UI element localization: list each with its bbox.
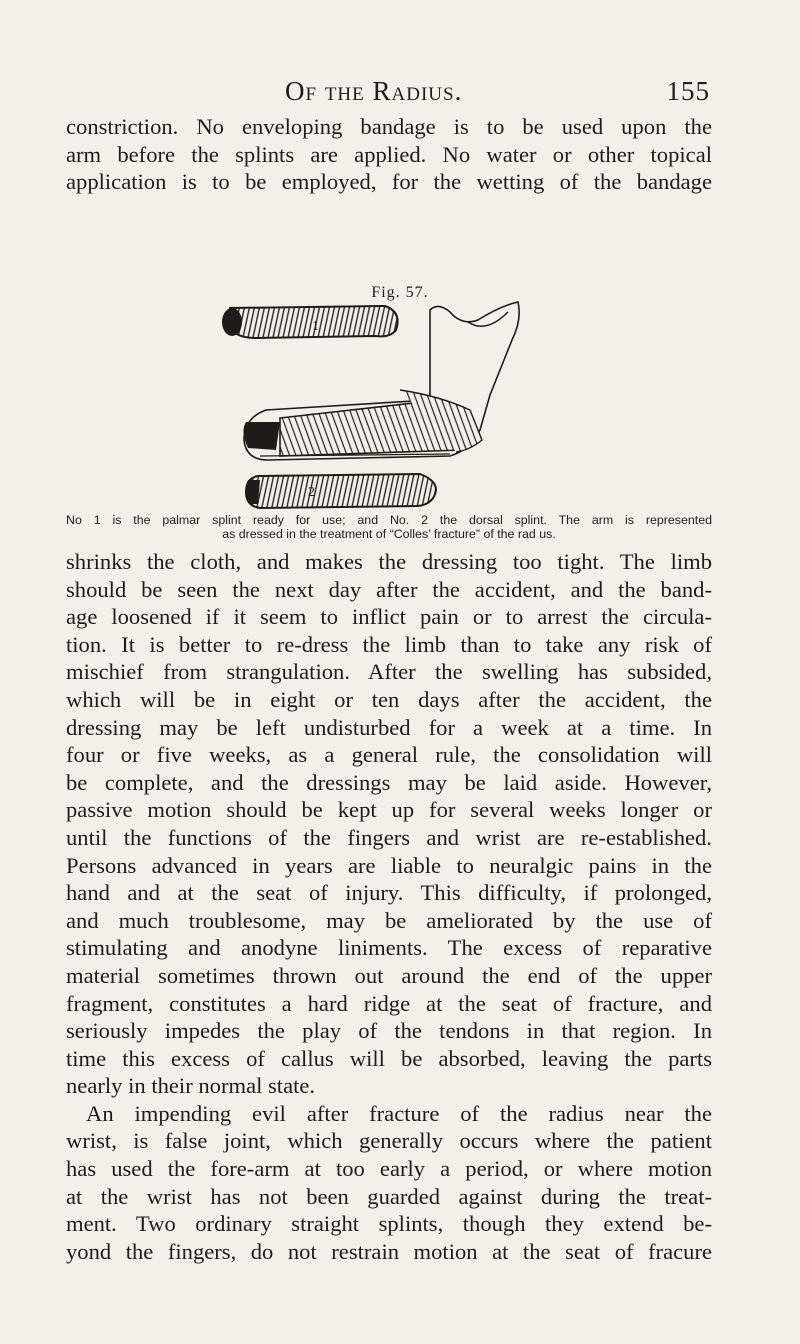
text-line: seriously impedes the play of the tendons in that region. In — [66, 1018, 712, 1044]
text-block-top — [66, 113, 712, 196]
text-line: age loosened if it seem to inflict pain or to arrest the circula- — [66, 604, 712, 630]
text-line: wrist, is false joint, which generally occurs where the patient — [66, 1128, 712, 1154]
chapter-title: Of the Radius. — [285, 76, 463, 106]
text-line: which will be in eight or ten days after the accident, the — [66, 686, 712, 712]
text-line: arm before the splints are applied. No water or other topical — [66, 141, 712, 167]
text-line: be complete, and the dressings may be laid aside. However, — [66, 769, 712, 795]
text-line: dressing may be left undisturbed for a week at a time. In — [66, 714, 712, 740]
caption-line: No 1 is the palmar splint ready for use; and No. 2 the dorsal splint. The arm is represented — [66, 513, 712, 527]
text-line: application is to be employed, for the wetting of the bandage — [66, 169, 712, 195]
text-line: hand and at the seat of injury. This difficulty, if prolonged, — [66, 880, 712, 906]
text-line: nearly in their normal state. — [66, 1073, 316, 1099]
text-line: passive motion should be kept up for several weeks longer or — [66, 797, 712, 823]
figure-label: Fig. 57. — [371, 284, 429, 301]
figure-caption — [66, 513, 712, 541]
text-line: stimulating and anodyne liniments. The excess of reparative — [66, 935, 712, 961]
splint-1-number: 1 — [312, 319, 319, 334]
text-line: fragment, constitutes a hard ridge at the seat of fracture, and — [66, 990, 712, 1016]
caption-line: as dressed in the treatment of “Colles’ fracture” of the rad us. — [222, 527, 556, 541]
splint-2-number: 2 — [308, 485, 315, 500]
text-line: Persons advanced in years are liable to neuralgic pains in the — [66, 852, 712, 878]
text-line: material sometimes thrown out around the end of the upper — [66, 962, 712, 988]
text-line: until the functions of the fingers and wrist are re-established. — [66, 824, 712, 850]
dorsal-splint — [245, 474, 436, 508]
text-line: ment. Two ordinary straight splints, though they extend be- — [66, 1211, 712, 1237]
text-line: should be seen the next day after the accident, and the band- — [66, 576, 712, 602]
text-line: at the wrist has not been guarded against during the treat- — [66, 1183, 712, 1209]
text-line: constriction. No enveloping bandage is to be used upon the — [66, 114, 712, 139]
page-number: 155 — [666, 76, 710, 106]
text-block-bottom — [66, 548, 712, 1265]
palmar-splint — [222, 306, 398, 338]
text-line: yond the fingers, do not restrain motion at the seat of fracure — [66, 1238, 712, 1264]
text-line: shrinks the cloth, and makes the dressing too tight. The limb — [66, 549, 712, 574]
text-line: time this excess of callus will be absorbed, leaving the parts — [66, 1045, 712, 1071]
text-line: four or five weeks, as a general rule, the consolidation will — [66, 742, 712, 768]
running-head — [285, 76, 710, 107]
text-line: An impending evil after fracture of the radius near the — [86, 1100, 712, 1126]
text-line: mischief from strangulation. After the swelling has subsided, — [66, 659, 712, 685]
text-line: and much troublesome, may be ameliorated by the use of — [66, 907, 712, 933]
text-line: has used the fore-arm at too early a period, or where motion — [66, 1156, 712, 1182]
text-line: tion. It is better to re-dress the limb than to take any risk of — [66, 631, 712, 657]
splint-illustration — [200, 300, 530, 515]
